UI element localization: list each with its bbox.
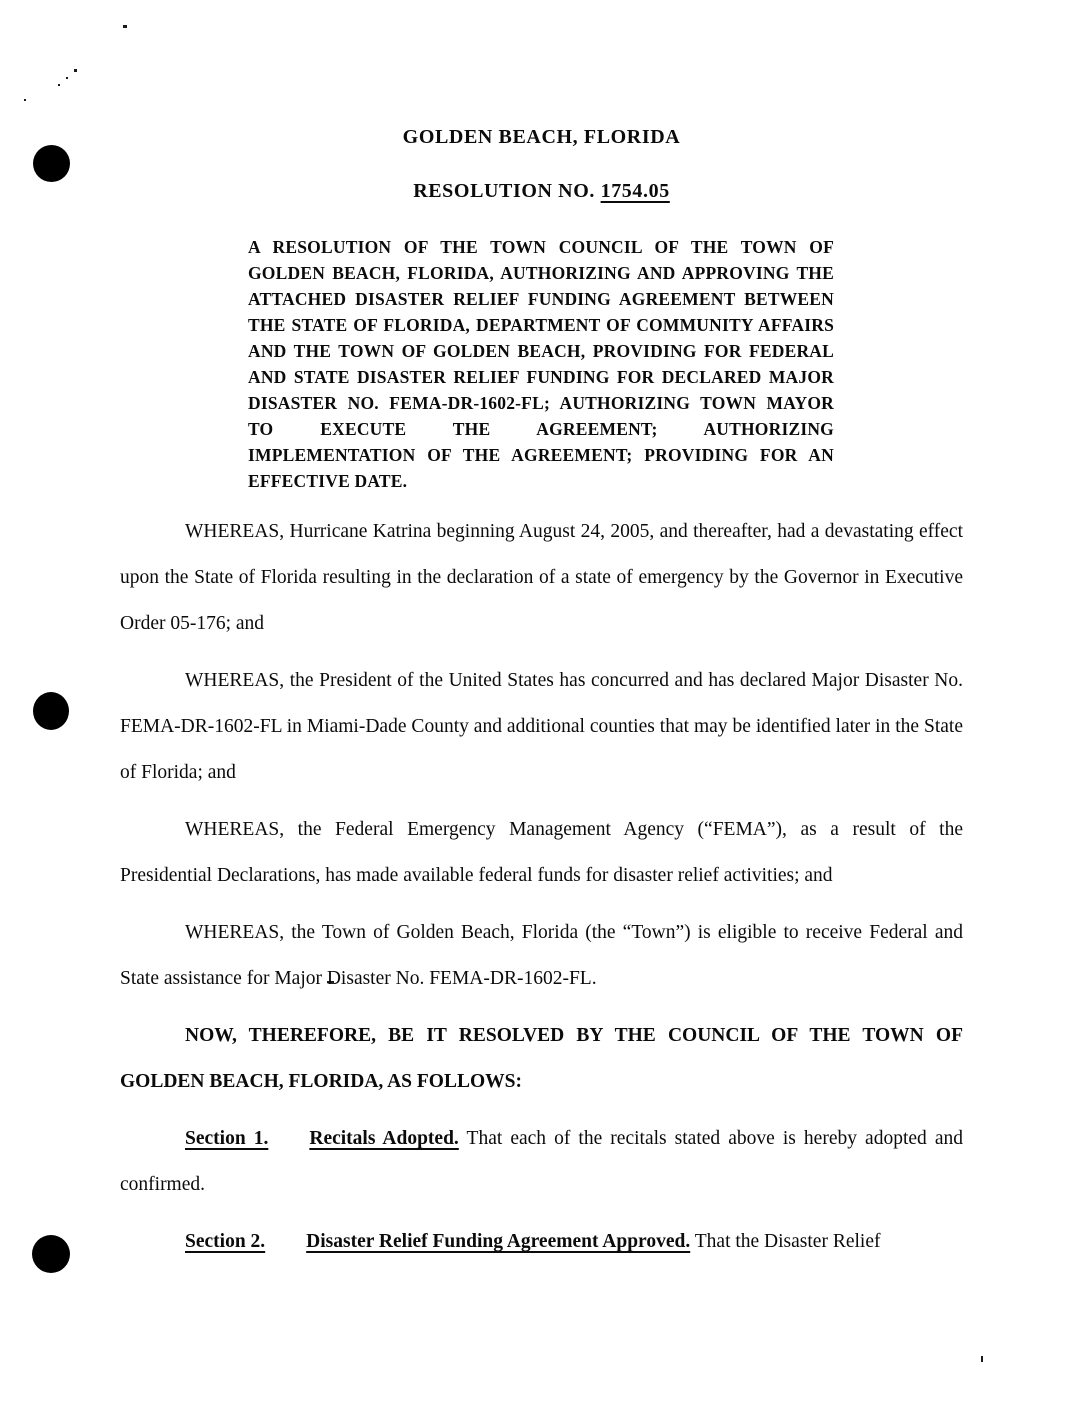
scan-speck — [66, 77, 68, 79]
resolution-title-block: A RESOLUTION OF THE TOWN COUNCIL OF THE TOWN OF GOLDEN BEACH, FLORIDA, AUTHORIZING AND APPROVING THE ATTACHED DISASTER RELIEF FUNDING AGREEMENT BETWEEN THE STATE OF FLORIDA, DEPARTMENT OF COMMUNITY AFFAIRS AND THE TOWN OF GOLDEN BEACH, PROVIDING FOR FEDERAL AND STATE DISASTER RELIEF FUNDING FOR DECLARED MAJOR DISASTER NO. FEMA-DR-1602-FL; AUTHORIZING TOWN MAYOR TO EXECUTE THE AGREEMENT; AUTHORIZING IMPLEMENTATION OF THE AGREEMENT; PROVIDING FOR AN EFFECTIVE DATE. — [248, 237, 834, 491]
scan-speck — [58, 84, 60, 86]
hole-punch-mark — [33, 145, 70, 182]
document-header — [120, 0, 963, 203]
document-location-title: GOLDEN BEACH, FLORIDA — [402, 126, 681, 148]
resolution-number: 1754.05 — [600, 180, 670, 202]
section-2-number: Section 2. — [185, 1231, 266, 1252]
document-content — [120, 0, 963, 1265]
hole-punch-mark — [32, 1235, 70, 1273]
scan-speck — [24, 99, 26, 101]
section-1-body: That each of the recitals stated above is hereby adopted and confirmed. — [120, 1128, 963, 1195]
resolved-clause: NOW, THEREFORE, BE IT RESOLVED BY THE COUNCIL OF THE TOWN OF GOLDEN BEACH, FLORIDA, AS FOLLOWS: — [120, 1025, 963, 1092]
whereas-clause-2: WHEREAS, the President of the United States has concurred and has declared Major Disaster No. FEMA-DR-1602-FL in Miami-Dade County and additional counties that may be identified later in the State of Florida; and — [120, 670, 963, 783]
scan-speck — [74, 69, 77, 72]
scan-speck — [981, 1356, 983, 1362]
section-2-paragraph — [120, 1219, 963, 1265]
resolution-label: RESOLUTION NO. — [413, 180, 595, 202]
section-1-number: Section 1. — [185, 1128, 269, 1149]
whereas-clause-3: WHEREAS, the Federal Emergency Management Agency (“FEMA”), as a result of the Presidential Declarations, has made available federal funds for disaster relief activities; and — [120, 819, 963, 886]
hole-punch-mark — [33, 692, 69, 730]
section-2-body: That the Disaster Relief — [694, 1231, 881, 1252]
section-2-heading: Disaster Relief Funding Agreement Approved. — [306, 1231, 691, 1252]
whereas-clause-1: WHEREAS, Hurricane Katrina beginning August 24, 2005, and thereafter, had a devastating effect upon the State of Florida resulting in the declaration of a state of emergency by the Governor in Executive Order 05-176; and — [120, 521, 963, 634]
section-1-heading: Recitals Adopted. — [309, 1128, 459, 1149]
whereas-clause-4: WHEREAS, the Town of Golden Beach, Florida (the “Town”) is eligible to receive Federal and State assistance for Major Disaster No. FEMA-DR-1602-FL. — [120, 922, 963, 989]
section-1-paragraph — [120, 1116, 963, 1208]
resolution-number-line — [120, 180, 963, 203]
